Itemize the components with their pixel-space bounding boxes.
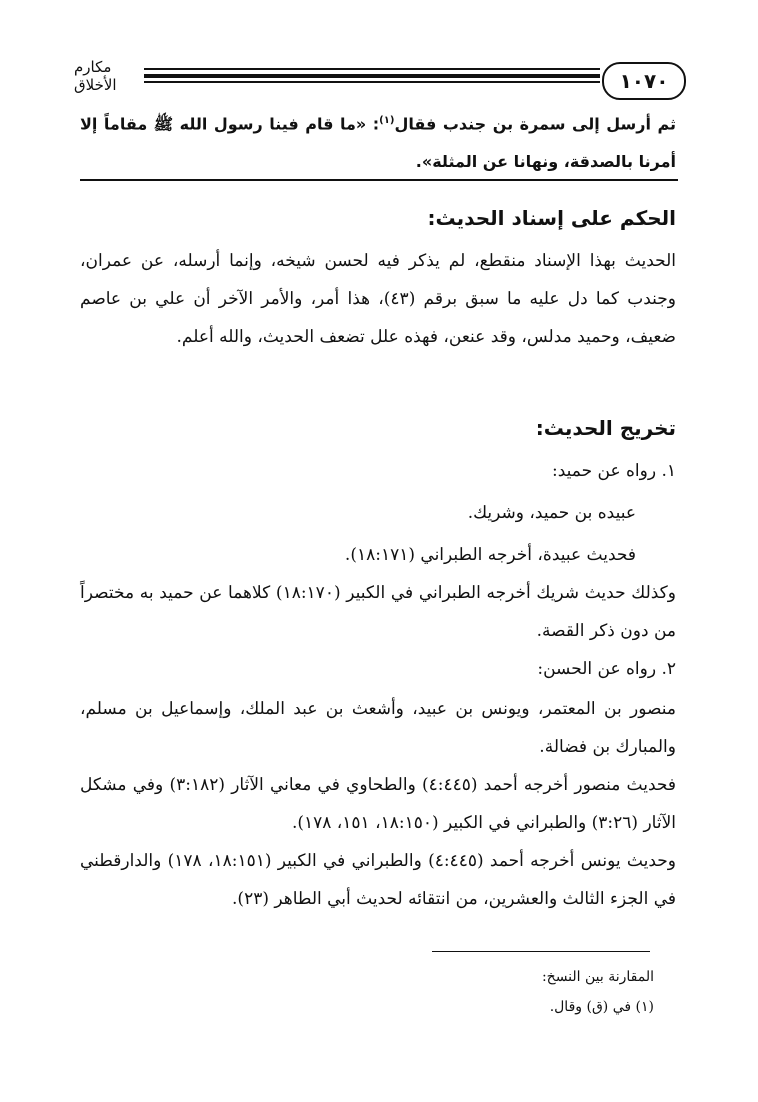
- quote-line1-a: ثم أرسل إلى سمرة بن جندب فقال: [394, 114, 676, 134]
- footnote-ref: (١): [379, 115, 395, 126]
- item1-hadith2: وكذلك حديث شريك أخرجه الطبراني في الكبير (١٨:١٧٠) كلاهما عن حميد به مختصراً من دون ذكر القصة.: [80, 583, 676, 641]
- footnote-rule: [432, 951, 650, 952]
- header-rule: [144, 68, 600, 82]
- item2-hadith2: وحديث يونس أخرجه أحمد (٤:٤٤٥) والطبراني في الكبير (١٨:١٥١، ١٧٨) والدارقطني في الجزء الثالث والعشرين، من انتقائه لحديث أبي الطاهر (٢٣).: [80, 851, 676, 909]
- page-header: [74, 52, 686, 98]
- item1-hadith1: فحديث عبيدة، أخرجه الطبراني (١٨:١٧١).: [344, 545, 636, 565]
- quote-line2: أمرنا بالصدقة، ونهانا عن المثلة».: [415, 152, 676, 172]
- ruling-heading: الحكم على إسناد الحديث:: [427, 206, 676, 230]
- item2-narrators: منصور بن المعتمر، ويونس بن عبيد، وأشعث بن عبد الملك، وإسماعيل بن مسلم، والمبارك بن فضالة.: [80, 699, 676, 757]
- item1-title: ١. رواه عن حميد:: [551, 461, 676, 481]
- section-divider: [80, 179, 678, 181]
- takhrij-heading: تخريج الحديث:: [535, 416, 676, 440]
- quote-line1-b: : «ما قام فينا رسول الله ﷺ مقاماً إلا: [80, 114, 380, 134]
- page-number: ١٠٧٠: [602, 62, 686, 100]
- item1-narrators: عبيده بن حميد، وشريك.: [467, 503, 636, 523]
- item2-hadith1: فحديث منصور أخرجه أحمد (٤:٤٤٥) والطحاوي في معاني الآثار (٣:١٨٢) وفي مشكل الآثار (٣:٢٦) والطبراني في الكبير (١٨:١٥٠، ١٥١، ١٧٨).: [80, 775, 676, 833]
- ruling-text: الحديث بهذا الإسناد منقطع، لم يذكر فيه لحسن شيخه، وإنما أرسله، عن عمران، وجندب كما دل عليه ما سبق برقم (٤٣)، هذا أمر، والأمر الآخر أن علي بن عاصم ضعيف، وحميد مدلس، وقد عنعن، فهذه علل تضعف الحديث، والله أعلم.: [80, 251, 676, 347]
- running-title: مكارم الأخلاق: [74, 58, 117, 94]
- top-quote: [80, 102, 676, 181]
- footnote-1: (١) في (ق) وقال.: [549, 999, 654, 1015]
- item2-title: ٢. رواه عن الحسن:: [537, 659, 676, 679]
- footnote-heading: المقارنة بين النسخ:: [541, 969, 654, 985]
